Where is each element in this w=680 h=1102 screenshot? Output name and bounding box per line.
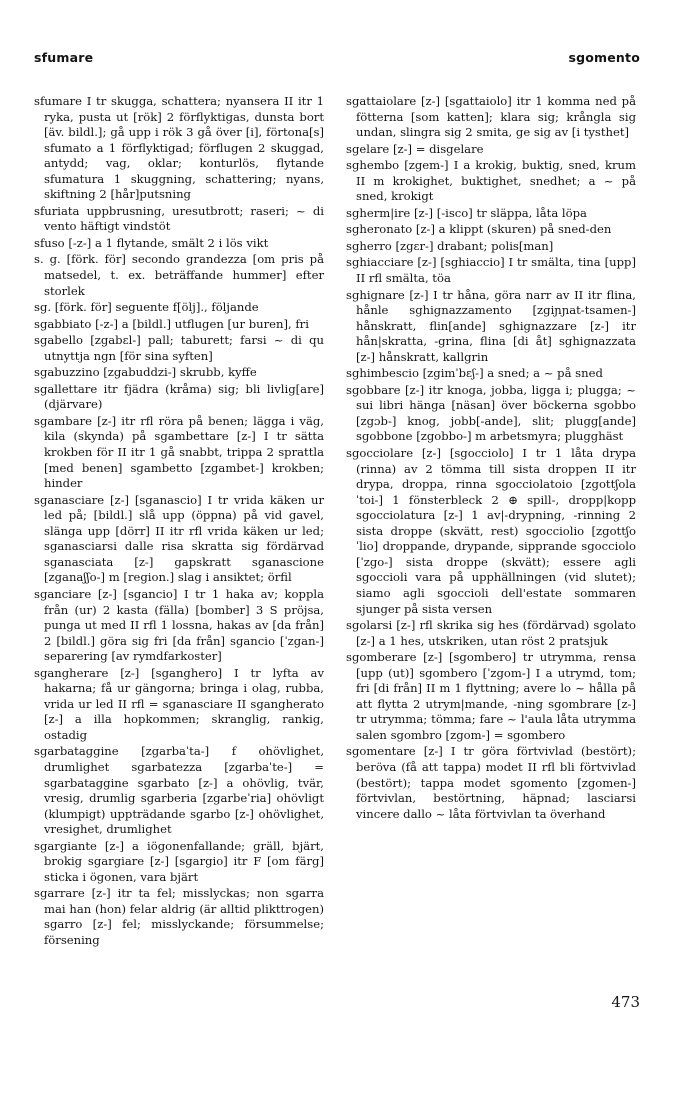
entry-text: sg. [förk. för] seguente f[ölj]., följande: [34, 300, 259, 315]
dictionary-entry: [34, 381, 328, 413]
entry-text: sganasciare [z-] [sganascio] I tr vrida käken ur led på; [bildl.] slå upp (öppna) på vid gavel, slänga upp [dörr] II itr rfl vrida käken ur led; sganasciarsi dalle risa skratta sig fördärvad sganasciata [z-] gapskratt sganascione [zganaʃʃo-] m [region.] slag i ansiktet; örfil: [34, 492, 328, 585]
dictionary-entry: [346, 382, 640, 445]
dictionary-entry: [34, 94, 328, 203]
entry-text: sgarrare [z-] itr ta fel; misslyckas; non sgarra mai han (hon) felar aldrig (är alltid plikttrogen) sgarro [z-] fel; misslyckande; försummelse; försening: [34, 886, 328, 947]
dictionary-entry: [346, 206, 636, 222]
left-column: [34, 94, 328, 950]
entry-text: sganciare [z-] [sgancio] I tr 1 haka av; koppla från (ur) 2 kasta (fälla) [bomber] 3 S pröjsa, punga ut med II rfl 1 lossna, hakas av [da från] 2 [bildl.] göra sig fri [da från] sgancio [ˈzgan-] separering [av rymdfarkoster]: [34, 586, 328, 664]
dictionary-entry: [34, 236, 324, 252]
dictionary-entry: [346, 158, 640, 205]
entry-text: s. g. [förk. för] secondo grandezza [om pris på matsedel, t. ex. beträffande hummer] efter storlek: [34, 252, 328, 298]
right-column: [346, 94, 640, 823]
dictionary-entry: [346, 618, 640, 649]
dictionary-entry: [34, 492, 328, 586]
entry-text: sghembo [zgem-] I a krokig, buktig, sned, krum II m krokighet, buktighet, snedhet; a ~ på sned, krokigt: [346, 158, 640, 204]
dictionary-entry: [34, 365, 324, 381]
entry-text: sgobbare [z-] itr knoga, jobba, ligga i; plugga; ~ sui libri hänga [näsan] över böckerna sgobbo [zgɔb-] knog, jobb[-ande], slit; plugg[ande] sgobbone [zgobbo-] m arbetsmyra; plugghäst: [346, 382, 640, 444]
dictionary-entry: [34, 665, 328, 744]
dictionary-entry: [346, 239, 636, 255]
dictionary-entry: [34, 744, 328, 837]
dictionary-entry: [346, 142, 636, 158]
dictionary-entry: [346, 650, 640, 743]
dictionary-entry: [346, 255, 640, 286]
entry-text: sgomentare [z-] I tr göra förtvivlad (bestört); beröva (få att tappa) modet II rfl bli förtvivlad (bestört); tappa modet sgomento [zgomen-] förtvivlan, bestörtning, häpnad; lasciarsi vincere dallo ~ låta förtvivlan ta överhand: [346, 744, 640, 821]
entry-text: sgolarsi [z-] rfl skrika sig hes (fördärvad) sgolato [z-] a 1 hes, utskriken, utan röst 2 pratsjuk: [346, 618, 640, 648]
entry-text: sghignare [z-] I tr håna, göra narr av II itr flina, hånle sghignazzamento [zgiɲɲat-tsamen-] hånskratt, flin[ande] sghignazzare [z-] itr hån|skratta, -grina, flina [di åt] sghignazzata [z-] hånskratt, kallgrin: [346, 287, 640, 364]
entry-text: sgocciolare [z-] [sgocciolo] I tr 1 låta drypa (rinna) av 2 tömma till sista droppen II itr drypa, droppa, rinna sgocciolatoio [zgottʃolaˈtoi-] 1 fönsterbleck 2 ⊕ spill-, dropp|kopp sgocciolatura [z-] 1 av|-drypning, -rinning 2 sista droppe (skvätt, rest) sgocciolio [zgottʃoˈlio] droppande, drypande, sipprande sgocciolo [ˈzgo-] sista droppe (skvätt); essere agli sgoccioli vara på upphällningen (vid slutet); siamo agli sgoccioli dell'estate sommaren sjunger på sista versen: [346, 446, 640, 616]
dictionary-entry: [34, 333, 328, 364]
dictionary-entry: [346, 222, 636, 238]
entry-text: sgangherare [z-] [sganghero] I tr lyfta av hakarna; få ur gängorna; bringa i olag, rubba, vrida ur led II rfl = sganasciare II sgangherato [z-] a illa hopkommen; skranglig, rankig, ostadig: [34, 665, 328, 742]
entry-text: sghimbescio [zgimˈbɛʃ-] a sned; a ~ på sned: [346, 366, 603, 381]
right-guide-word: sgomento: [568, 50, 640, 65]
dictionary-entry: [346, 94, 640, 141]
entry-text: sgallettare itr fjädra (kråma) sig; bli livlig[are] (djärvare): [34, 381, 328, 412]
entry-text: sgattaiolare [z-] [sgattaiolo] itr 1 komma ned på fötterna [som katten]; klara sig; krångla sig undan, slingra sig 2 smita, ge sig av [i tysthet]: [346, 94, 640, 140]
entry-text: sfuriata uppbrusning, uresutbrott; raseri; ~ di vento häftigt vindstöt: [34, 203, 328, 234]
entry-text: sgheronato [z-] a klippt (skuren) på sned-den: [346, 222, 612, 237]
page-number: 473: [611, 993, 640, 1011]
dictionary-entry: [346, 287, 640, 366]
dictionary-entry: [34, 413, 328, 492]
entry-text: sgelare [z-] = disgelare: [346, 141, 484, 156]
dictionary-entry: [34, 586, 328, 665]
dictionary-entry: [34, 317, 324, 333]
dictionary-entry: [34, 252, 328, 299]
entry-text: sgherm|ire [z-] [-isco] tr släppa, låta löpa: [346, 205, 587, 220]
entry-text: sfuso [-z-] a 1 flytande, smält 2 i lös vikt: [34, 235, 269, 250]
entry-text: sghiacciare [z-] [sghiaccio] I tr smälta, tina [upp] II rfl smälta, töa: [346, 255, 640, 286]
entry-text: sgabello [zgabɛl-] pall; taburett; farsi ~ di qu utnyttja ngn [för sina syften]: [34, 333, 328, 363]
entry-text: sgabbiato [-z-] a [bildl.] utflugen [ur buren], fri: [34, 316, 309, 331]
dictionary-entry: [346, 366, 636, 382]
dictionary-entry: [34, 203, 328, 235]
entry-text: sgabuzzino [zgabuddzi-] skrubb, kyffe: [34, 365, 257, 380]
entry-text: sgomberare [z-] [sgombero] tr utrymma, rensa [upp (ut)] sgombero [ˈzgom-] I a utrymd, tom; fri [di från] II m 1 flyttning; avere lo ~ hålla på att flytta 2 utrym|mande, -ning sgombrare [z-] tr utrymma; tömma; fare ~ l'aula låta utrymma salen sgombro [zgom-] = sgombero: [346, 650, 640, 742]
entry-text: sgarbataggine [zgarbaˈta-] f ohövlighet, drumlighet sgarbatezza [zgarbaˈte-] = sgarbataggine sgarbato [z-] a ohövlig, tvär, vresig, drumlig sgarberia [zgarbeˈria] ohövligt (klumpigt) uppträdande sgarbo [z-] ohövlighet, vresighet, drumlighet: [34, 744, 328, 837]
entry-text: sgambare [z-] itr rfl röra på benen; lägga i väg, kila (skynda) på sgambettare [z-] I tr sätta krokben för II itr 1 gå snabbt, trippa 2 sprattla [med benen] sgambetto [zgambet-] krokben; hinder: [34, 413, 328, 491]
dictionary-entry: [34, 300, 324, 316]
entry-text: sgargiante [z-] a iögonenfallande; gräll, bjärt, brokig sgargiare [z-] [sgargio] itr F [om färg] sticka i ögonen, vara bjärt: [34, 838, 328, 884]
dictionary-entry: [346, 446, 640, 617]
dictionary-entry: [34, 886, 328, 948]
entry-text: sgherro [zgɛr-] drabant; polis[man]: [346, 238, 554, 253]
dictionary-entry: [34, 838, 328, 886]
left-guide-word: sfumare: [34, 50, 94, 65]
entry-text: sfumare I tr skugga, schattera; nyansera II itr 1 ryka, pusta ut [rök] 2 förflyktigas, dunsta bort [äv. bildl.]; gå upp i rök 3 gå över [i], förtona[s] sfumato a 1 förflyktigad; förflugen 2 skuggad, antydd; vag, oklar; konturlös, flytande sfumatura 1 skuggning, schattering; nyans, skiftning 2 [hår]putsning: [34, 94, 328, 202]
dictionary-entry: [346, 744, 640, 822]
